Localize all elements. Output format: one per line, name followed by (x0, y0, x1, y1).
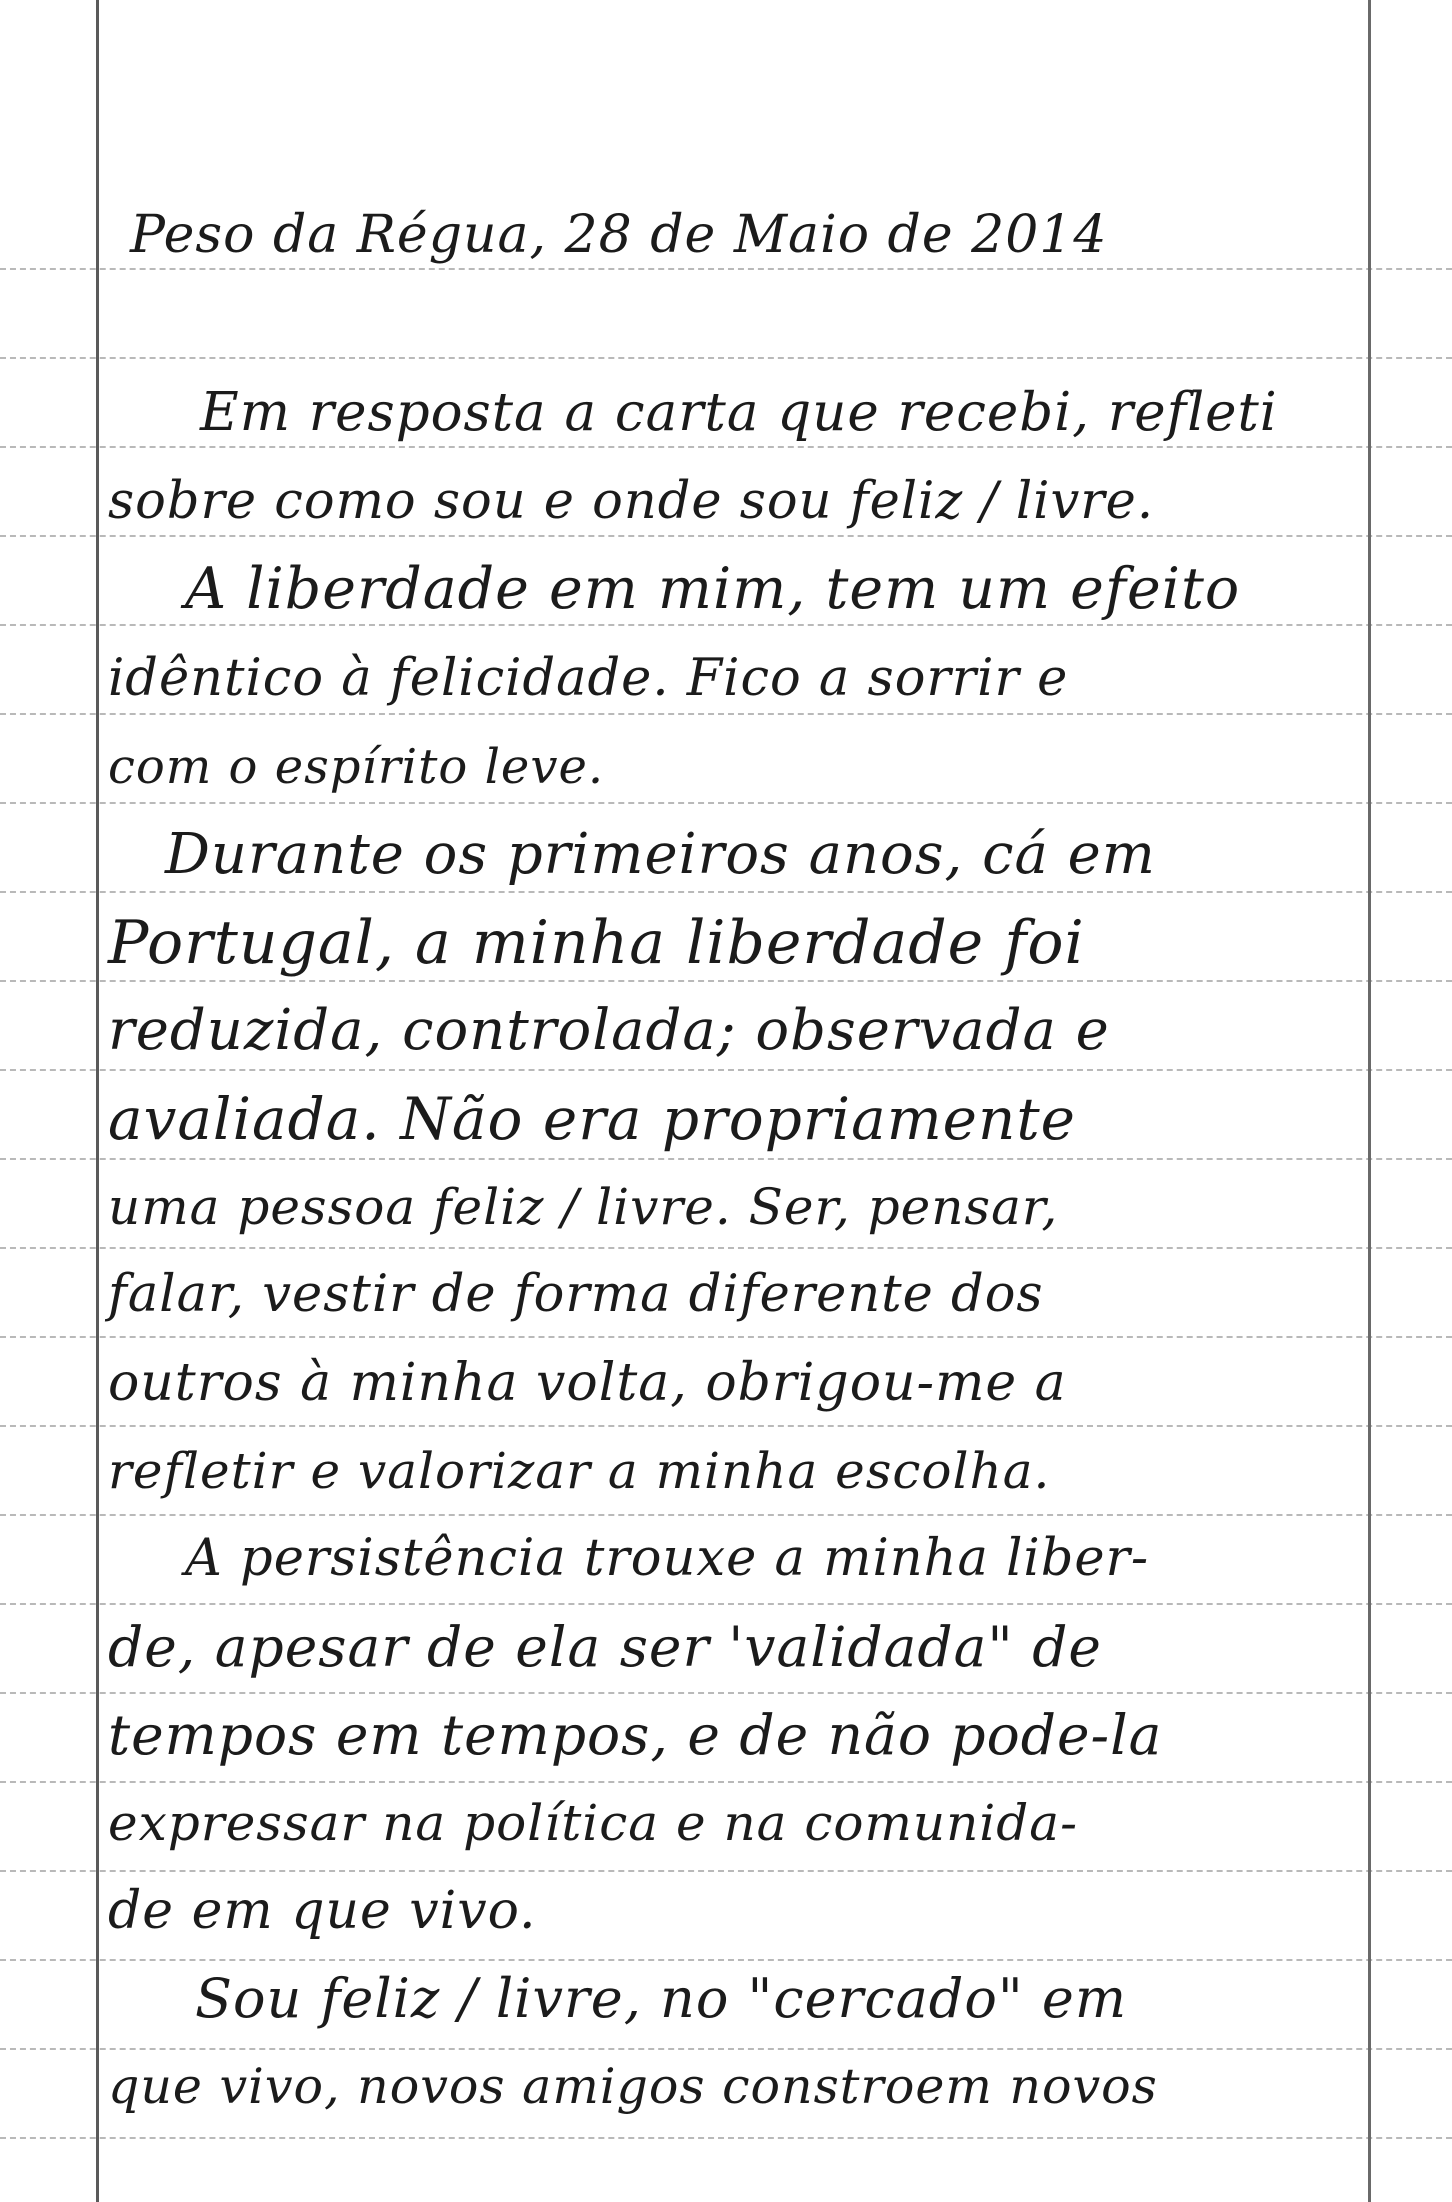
letter-line: tempos em tempos, e de não pode-la (108, 1703, 1163, 1767)
letter-line: expressar na política e na comunida- (108, 1794, 1079, 1852)
letter-date-line: Peso da Régua, 28 de Maio de 2014 (130, 205, 1108, 265)
letter-line: sobre como sou e onde sou feliz / livre. (108, 472, 1155, 531)
ruled-line (0, 1247, 1452, 1249)
ruled-line (0, 1514, 1452, 1516)
letter-line: outros à minha volta, obrigou-me a (108, 1353, 1067, 1413)
letter-line: refletir e valorizar a minha escolha. (108, 1442, 1051, 1500)
ruled-line (0, 357, 1452, 359)
ruled-line (0, 1069, 1452, 1071)
letter-line: reduzida, controlada; observada e (108, 998, 1110, 1063)
letter-line: que vivo, novos amigos constroem novos (108, 2058, 1158, 2115)
ruled-line (0, 1158, 1452, 1160)
letter-line: de, apesar de ela ser 'validada" de (108, 1615, 1102, 1679)
letter-line: Em resposta a carta que recebi, refleti (200, 382, 1278, 443)
ruled-line (0, 2048, 1452, 2050)
letter-line: de em que vivo. (108, 1881, 537, 1941)
letter-line: avaliada. Não era propriamente (108, 1085, 1076, 1153)
ruled-line (0, 1692, 1452, 1694)
ruled-line (0, 624, 1452, 626)
letter-line: Durante os primeiros anos, cá em (165, 822, 1156, 887)
ruled-line (0, 1336, 1452, 1338)
letter-line: com o espírito leve. (108, 739, 605, 795)
letter-line: Portugal, a minha liberdade foi (108, 908, 1085, 978)
letter-line: idêntico à felicidade. Fico a sorrir e (108, 649, 1069, 708)
ruled-line (0, 1425, 1452, 1427)
ruled-line (0, 980, 1452, 982)
left-margin-line (96, 0, 99, 2202)
letter-line: A liberdade em mim, tem um efeito (185, 556, 1241, 622)
letter-line: falar, vestir de forma diferente dos (108, 1265, 1044, 1324)
ruled-line (0, 1603, 1452, 1605)
ruled-line (0, 1870, 1452, 1872)
right-margin-line (1368, 0, 1371, 2202)
ruled-line (0, 1781, 1452, 1783)
ruled-line (0, 802, 1452, 804)
ruled-line (0, 891, 1452, 893)
letter-line: Sou feliz / livre, no "cercado" em (195, 1967, 1128, 2030)
ruled-line (0, 1959, 1452, 1961)
letter-line: A persistência trouxe a minha liber- (185, 1529, 1150, 1588)
ruled-line (0, 2137, 1452, 2139)
letter-line: uma pessoa feliz / livre. Ser, pensar, (108, 1178, 1059, 1236)
